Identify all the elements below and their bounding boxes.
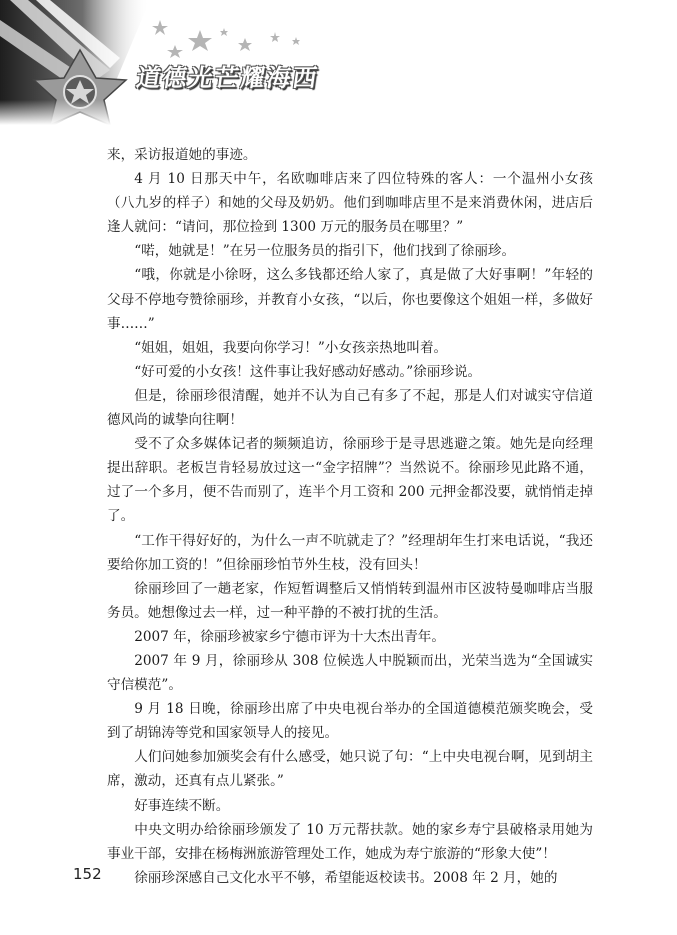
paragraph: “工作干得好好的，为什么一声不吭就走了？”经理胡年生打来电话说，“我还要给你加工资的！”但徐丽珍怕节外生枝，没有回头！	[107, 532, 593, 573]
paragraph: “喏，她就是！”在另一位服务员的指引下，他们找到了徐丽珍。	[134, 243, 516, 260]
paragraph: 9 月 18 日晚，徐丽珍出席了中央电视台举办的全国道德模范颁奖晚会，受到了胡锦涛等党和国家领导人的接见。	[107, 701, 593, 742]
paragraph: 徐丽珍深感自己文化水平不够，希望能返校读书。2008 年 2 月，她的	[134, 869, 558, 886]
header-banner	[0, 0, 677, 125]
header-title: 道德光芒耀海西	[134, 64, 321, 92]
paragraph: “哦，你就是小徐呀，这么多钱都还给人家了，真是做了大好事啊！”年轻的父母不停地夸赞徐丽珍，并教育小女孩，“以后，你也要像这个姐姐一样，多做好事……”	[107, 267, 593, 332]
paragraph: “好可爱的小女孩！这件事让我好感动好感动。”徐丽珍说。	[134, 363, 482, 380]
paragraph: 受不了众多媒体记者的频频追访，徐丽珍于是寻思逃避之策。她先是向经理提出辞职。老板岂肯轻易放过这一“金字招牌”？当然说不。徐丽珍见此路不通，过了一个多月，便不告而别了，连半个月工资和 200 元押金都没要，就悄悄走掉了。	[107, 436, 593, 525]
paragraph: 好事连续不断。	[134, 797, 230, 814]
article-body	[107, 143, 593, 890]
paragraph: “姐姐，姐姐，我要向你学习！”小女孩亲热地叫着。	[134, 339, 448, 356]
paragraph: 2007 年，徐丽珍被家乡宁德市评为十大杰出青年。	[134, 628, 445, 645]
paragraph: 2007 年 9 月，徐丽珍从 308 位候选人中脱颖而出，光荣当选为“全国诚实守信模范”。	[107, 652, 593, 694]
paragraph: 中央文明办给徐丽珍颁发了 10 万元帮扶款。她的家乡寿宁县破格录用她为事业干部，安排在杨梅洲旅游管理处工作，她成为寿宁旅游的“形象大使”！	[107, 821, 593, 862]
paragraph: 来，采访报道她的事迹。	[107, 147, 257, 163]
page-number: 152	[73, 865, 102, 883]
paragraph: 但是，徐丽珍很清醒，她并不认为自己有多了不起，那是人们对诚实守信道德风尚的诚挚向往啊！	[107, 387, 593, 429]
star-icon	[152, 20, 300, 58]
paragraph: 徐丽珍回了一趟老家，作短暂调整后又悄悄转到温州市区波特曼咖啡店当服务员。她想像过去一样，过一种平静的不被打扰的生活。	[107, 580, 593, 621]
paragraph: 4 月 10 日那天中午，名欧咖啡店来了四位特殊的客人：一个温州小女孩（八九岁的样子）和她的父母及奶奶。他们到咖啡店里不是来消费休闲，进店后逢人就问：“请问，那位捡到 1300 万元的服务员在哪里？”	[107, 171, 593, 236]
paragraph: 人们问她参加颁奖会有什么感受，她只说了句：“上中央电视台啊，见到胡主席，激动，还真有点儿紧张。”	[107, 749, 593, 790]
banner-graphic	[0, 0, 677, 125]
